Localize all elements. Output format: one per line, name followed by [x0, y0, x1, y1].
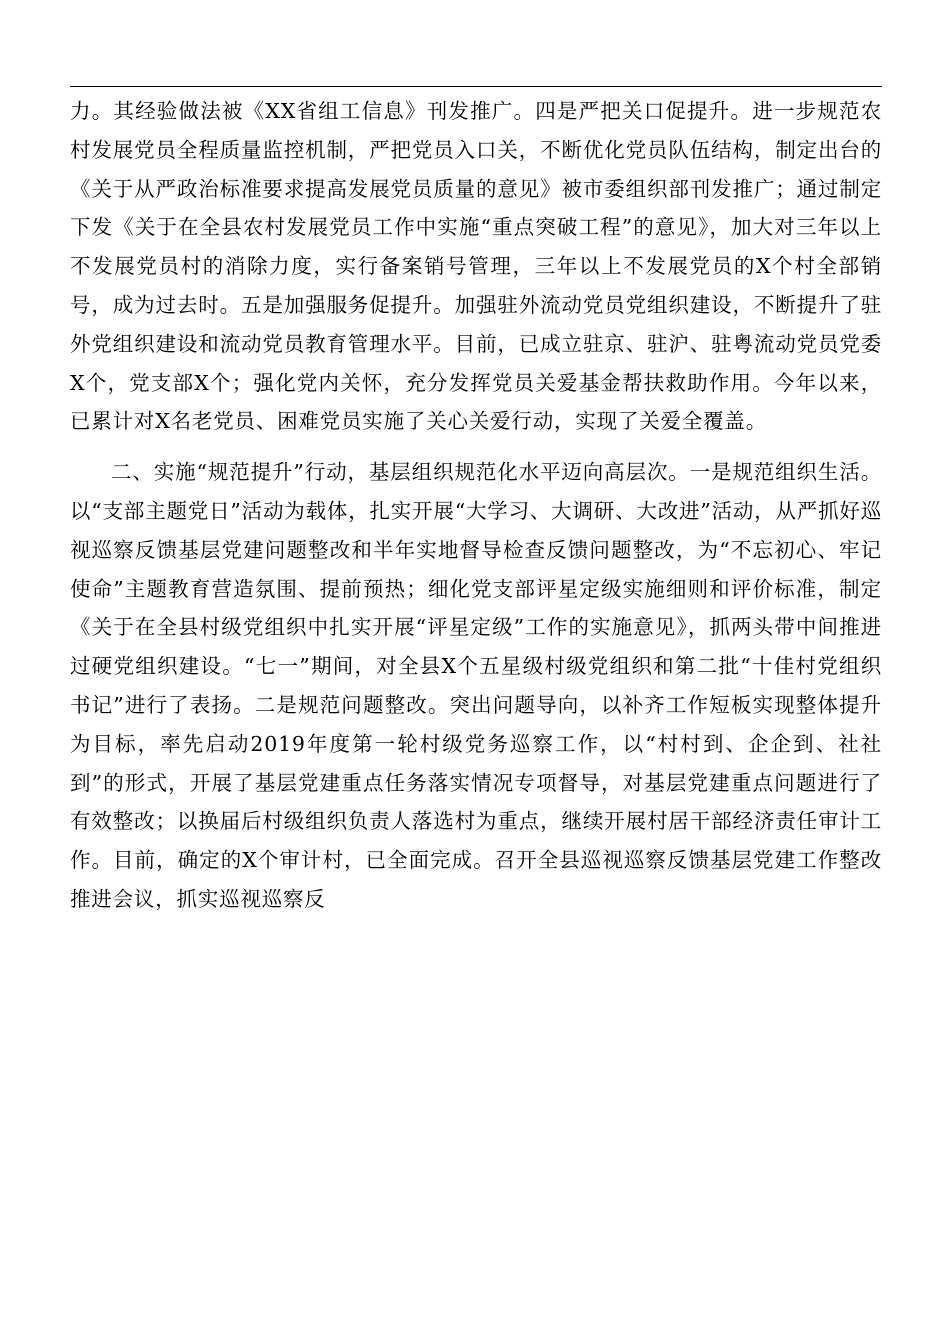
- paragraph-continuation: 力。其经验做法被《XX省组工信息》刊发推广。四是严把关口促提升。进一步规范农村发展党员全程质量监控机制，严把党员入口关，不断优化党员队伍结构，制定出台的《关于从严政治标准要求提高发展党员质量的意见》被市委组织部刊发推广；通过制定下发《关于在全县农村发展党员工作中实施“重点突破工程”的意见》，加大对三年以上不发展党员村的消除力度，实行备案销号管理，三年以上不发展党员的X个村全部销号，成为过去时。五是加强服务促提升。加强驻外流动党员党组织建设，不断提升了驻外党组织建设和流动党员教育管理水平。目前，已成立驻京、驻沪、驻粤流动党员党委X个，党支部X个；强化党内关怀，充分发挥党员关爱基金帮扶救助作用。今年以来，已累计对X名老党员、困难党员实施了关心关爱行动，实现了关爱全覆盖。: [70, 99, 882, 434]
- document-body: [70, 92, 882, 919]
- paragraph-section-two: 二、实施“规范提升”行动，基层组织规范化水平迈向高层次。一是规范组织生活。以“支部主题党日”活动为载体，扎实开展“大学习、大调研、大改进”活动，从严抓好巡视巡察反馈基层党建问题整改和半年实地督导检查反馈问题整改，为“不忘初心、牢记使命”主题教育营造氛围、提前预热；细化党支部评星定级实施细则和评价标准，制定《关于在全县村级党组织中扎实开展“评星定级”工作的实施意见》，抓两头带中间推进过硬党组织建设。“七一”期间，对全县X个五星级村级党组织和第二批“十佳村党组织书记”进行了表扬。二是规范问题整改。突出问题导向，以补齐工作短板实现整体提升为目标，率先启动2019年度第一轮村级党务巡察工作，以“村村到、企企到、社社到”的形式，开展了基层党建重点任务落实情况专项督导，对基层党建重点问题进行了有效整改；以换届后村级组织负责人落选村为重点，继续开展村居干部经济责任审计工作。目前，确定的X个审计村，已全面完成。召开全县巡视巡察反馈基层党建工作整改推进会议，抓实巡视巡察反: [70, 460, 882, 911]
- header-rule: [70, 86, 882, 87]
